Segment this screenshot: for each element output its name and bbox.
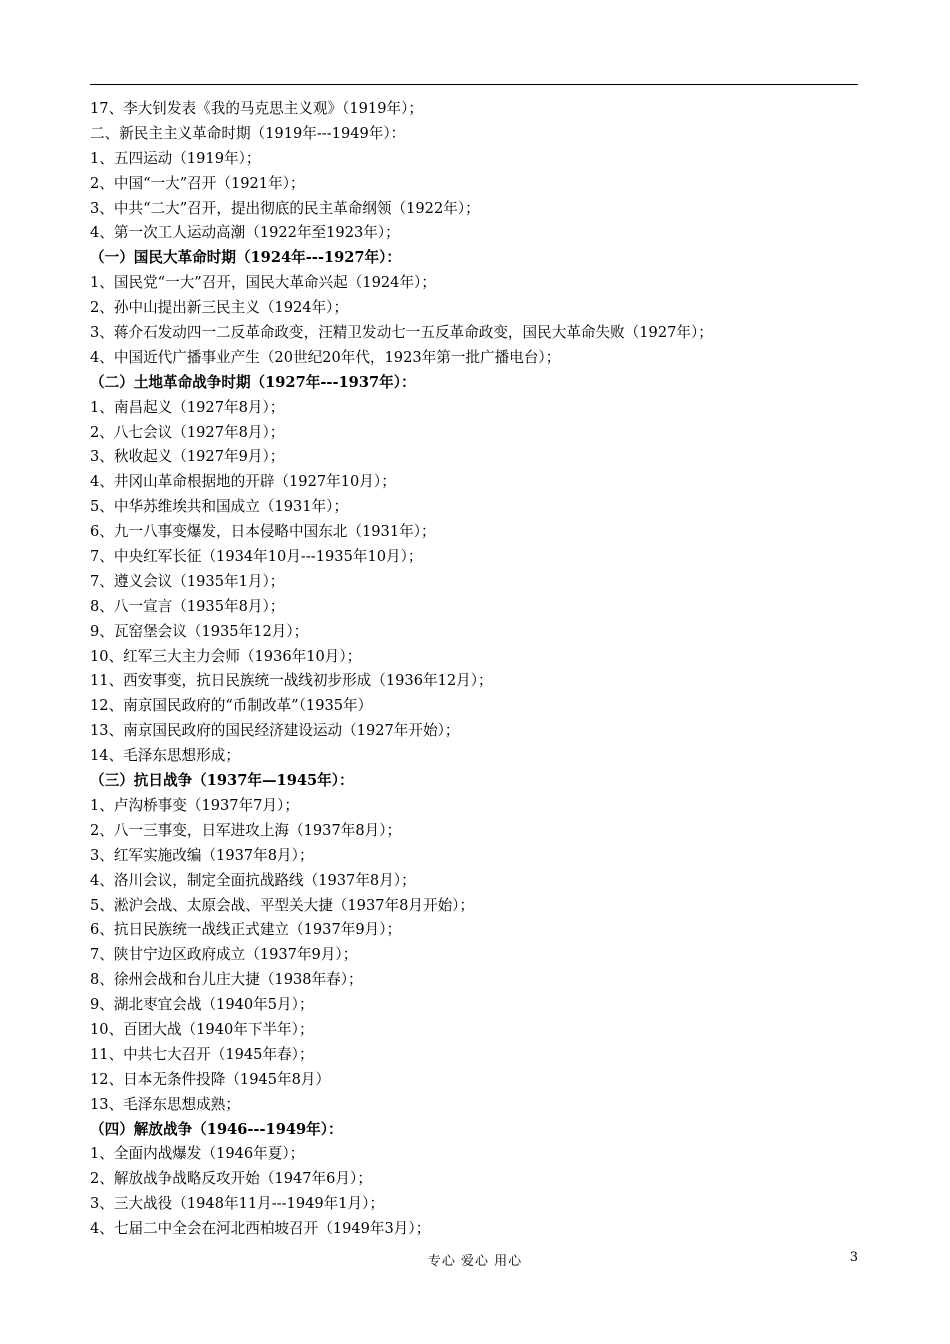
list-item: 12、日本无条件投降（1945年8月） xyxy=(90,1070,331,1088)
list-item: 6、抗日民族统一战线正式建立（1937年9月）； xyxy=(90,921,402,939)
list-item: 4、七届二中全会在河北西柏坡召开（1949年3月）； xyxy=(90,1220,431,1238)
list-item: 9、瓦窑堡会议（1935年12月）； xyxy=(90,622,309,640)
list-item: 9、湖北枣宜会战（1940年5月）； xyxy=(90,996,314,1014)
list-item: 7、陕甘宁边区政府成立（1937年9月）； xyxy=(90,946,358,964)
list-item: 2、八七会议（1927年8月）； xyxy=(90,423,285,441)
list-item: 11、中共七大召开（1945年春）； xyxy=(90,1045,314,1063)
list-item: 12、南京国民政府的“币制改革”（1935年） xyxy=(90,697,373,715)
list-item: 7、中央红军长征（1934年10月---1935年10月）； xyxy=(90,548,423,566)
list-item: 4、洛川会议，制定全面抗战路线（1937年8月）； xyxy=(90,871,416,889)
list-item: 1、南昌起义（1927年8月）； xyxy=(90,398,285,416)
list-item: 11、西安事变，抗日民族统一战线初步形成（1936年12月）； xyxy=(90,672,493,690)
list-item: 3、三大战役（1948年11月---1949年1月）； xyxy=(90,1195,385,1213)
page-number: 3 xyxy=(849,1250,858,1265)
list-item: 14、毛泽东思想形成； xyxy=(90,747,240,765)
list-item: 3、中共“二大”召开，提出彻底的民主革命纲领（1922年）； xyxy=(90,199,480,217)
list-item: 4、第一次工人运动高潮（1922年至1923年）； xyxy=(90,224,400,242)
header-rule xyxy=(90,84,858,85)
list-item: 5、淞沪会战、太原会战、平型关大捷（1937年8月开始）； xyxy=(90,896,475,914)
list-item: 6、九一八事变爆发，日本侵略中国东北（1931年）； xyxy=(90,523,436,541)
list-item: 8、徐州会战和台儿庄大捷（1938年春）； xyxy=(90,971,363,989)
list-item: 2、八一三事变，日军进攻上海（1937年8月）； xyxy=(90,821,402,839)
list-item: 3、蒋介石发动四一二反革命政变，汪精卫发动七一五反革命政变，国民大革命失败（1927年）； xyxy=(90,324,713,342)
section-heading: （一）国民大革命时期（1924年---1927年）： xyxy=(90,249,402,267)
list-item: 3、红军实施改编（1937年8月）； xyxy=(90,846,314,864)
section-heading: （二）土地革命战争时期（1927年---1937年）： xyxy=(90,373,416,391)
list-item: 10、红军三大主力会师（1936年10月）； xyxy=(90,647,362,665)
list-item: 2、解放战争战略反攻开始（1947年6月）； xyxy=(90,1170,372,1188)
list-item: 二、新民主主义革命时期（1919年---1949年）： xyxy=(90,124,406,142)
list-item: 2、中国“一大”召开（1921年）； xyxy=(90,174,305,192)
list-item: 3、秋收起义（1927年9月）； xyxy=(90,448,285,466)
list-item: 13、毛泽东思想成熟； xyxy=(90,1095,240,1113)
list-item: 7、遵义会议（1935年1月）； xyxy=(90,572,285,590)
list-item: 10、百团大战（1940年下半年）； xyxy=(90,1020,314,1038)
list-item: 4、中国近代广播事业产生（20世纪20年代，1923年第一批广播电台）； xyxy=(90,348,561,366)
list-item: 1、卢沟桥事变（1937年7月）； xyxy=(90,796,299,814)
footer-motto: 专心 爱心 用心 xyxy=(427,1254,523,1269)
list-item: 4、井冈山革命根据地的开辟（1927年10月）； xyxy=(90,473,396,491)
list-item: 5、中华苏维埃共和国成立（1931年）； xyxy=(90,498,349,516)
list-item: 8、八一宣言（1935年8月）； xyxy=(90,597,285,615)
document-body xyxy=(90,97,858,1242)
list-item: 2、孙中山提出新三民主义（1924年）； xyxy=(90,299,349,317)
list-item: 1、国民党“一大”召开，国民大革命兴起（1924年）； xyxy=(90,274,436,292)
list-item: 1、五四运动（1919年）； xyxy=(90,149,261,167)
list-item: 13、南京国民政府的国民经济建设运动（1927年开始）； xyxy=(90,722,460,740)
section-heading: （四）解放战争（1946---1949年）： xyxy=(90,1120,343,1138)
list-item: 17、李大钊发表《我的马克思主义观》（1919年）； xyxy=(90,100,423,117)
list-item: 1、全面内战爆发（1946年夏）； xyxy=(90,1145,305,1163)
section-heading: （三）抗日战争（1937年—1945年）： xyxy=(90,772,354,790)
